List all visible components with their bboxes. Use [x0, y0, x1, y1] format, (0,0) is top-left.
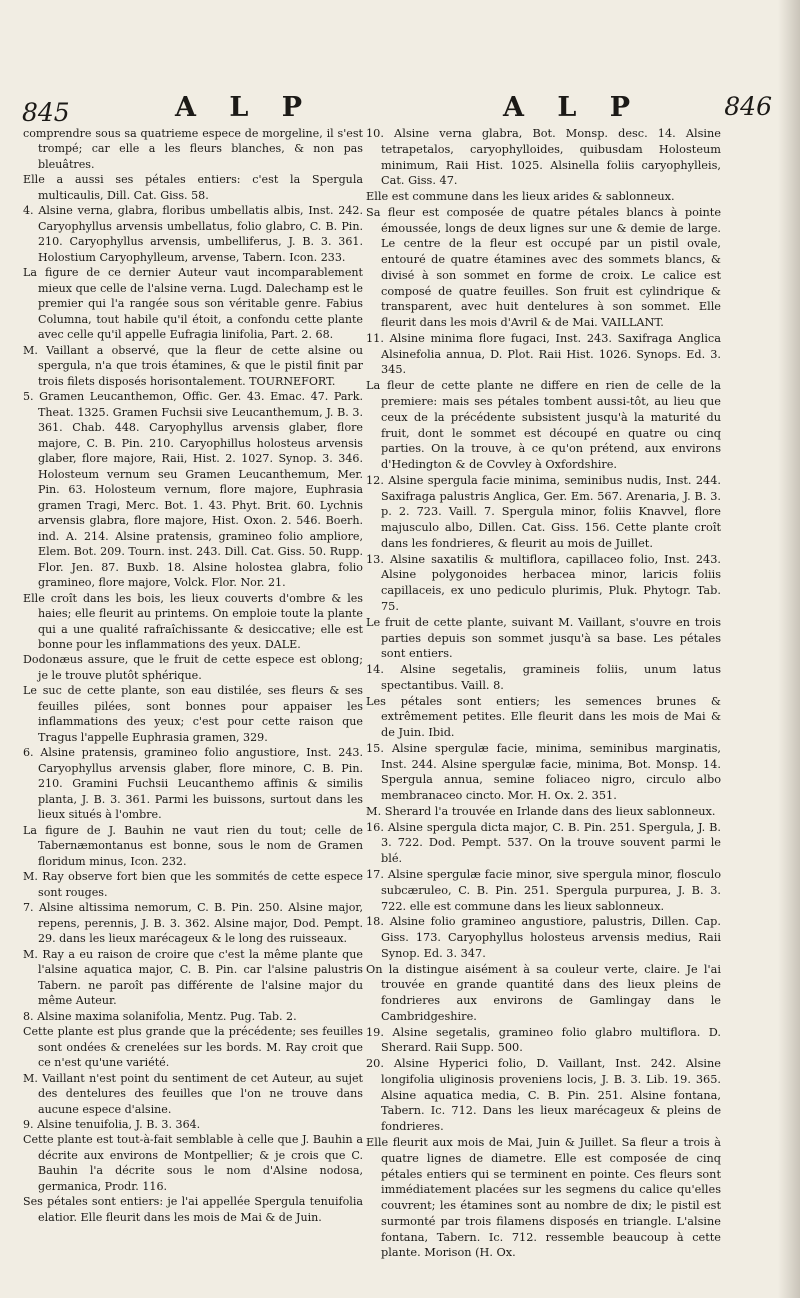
- paragraph: On la distingue aisément à sa couleur verte, claire. Je l'ai trouvée en grande quantité dans des lieux pleins de fondrieres aux environs de Gamlingay dans le Cambridgeshire.: [366, 962, 721, 1023]
- paragraph: Le suc de cette plante, son eau distilée, ses fleurs & ses feuilles pilées, sont bonnes pour appaiser les inflammations des yeux; c'est pour cette raison que Tragus l'appelle Euphrasia gramen, 329.: [23, 684, 363, 744]
- paragraph: 5. Gramen Leucanthemon, Offic. Ger. 43. Emac. 47. Park. Theat. 1325. Gramen Fuchsii sive Leucanthemum, J. B. 3. 361. Chab. 448. Caryophyllus arvensis glaber, flore majore, C. B. Pin. 210. Caryophillus holosteus arvensis glaber, flore majore, Raii, Hist. 2. 1027. Synop. 3. 346. Holosteum vernum seu Gramen Leucanthemum, Mer. Pin. 63. Holosteum vernum, flore majore, Euphrasia gramen Tragi, Merc. Bot. 1. 43. Phyt. Brit. 60. Lychnis arvensis glabra, flore majore, Hist. Oxon. 2. 546. Boerh. ind. A. 214. Alsine pratensis, gramineo folio ampliore, Elem. Bot. 209. Tourn. inst. 243. Dill. Cat. Giss. 50. Rupp. Flor. Jen. 87. Buxb. 18. Alsine holostea glabra, folio gramineo, flore majore, Volck. Flor. Nor. 21.: [23, 390, 363, 590]
- paragraph: La figure de J. Bauhin ne vaut rien du tout; celle de Tabernæmontanus est bonne, sous le nom de Gramen floridum minus, Icon. 232.: [23, 823, 363, 868]
- paragraph: Dodonæus assure, que le fruit de cette espece est oblong; je le trouve plutôt sphérique.: [23, 653, 363, 682]
- paragraph: Ses pétales sont entiers: je l'ai appellée Spergula tenuifolia elatior. Elle fleurit dans les mois de Mai & de Juin.: [23, 1195, 363, 1224]
- paragraph: 14. Alsine segetalis, gramineis foliis, unum latus spectantibus. Vaill. 8.: [366, 663, 721, 692]
- paragraph: Les pétales sont entiers; les semences brunes & extrêmement petites. Elle fleurit dans les mois de Mai & de Juin. Ibid.: [366, 694, 721, 740]
- paragraph: 4. Alsine verna, glabra, floribus umbellatis albis, Inst. 242. Caryophyllus arvensis umbellatus, folio glabro, C. B. Pin. 210. Caryophyllus arvensis, umbelliferus, J. B. 3. 361. Holostium Caryophylleum, arvense, Tabern. Icon. 233.: [23, 204, 363, 264]
- paragraph: Cette plante est tout-à-fait semblable à celle que J. Bauhin a décrite aux environs de Montpellier; & je crois que C. Bauhin l'a décrite sous le nom d'Alsine nodosa, germanica, Prodr. 116.: [23, 1133, 363, 1193]
- paragraph: Elle croît dans les bois, les lieux couverts d'ombre & les haies; elle fleurit au printems. On emploie toute la plante qui a une qualité rafraîchissante & desiccative; elle est bonne pour les inflammations des yeux. DALE.: [23, 591, 363, 651]
- paragraph: 10. Alsine verna glabra, Bot. Monsp. desc. 14. Alsine tetrapetalos, caryophylloides, quibusdam Holosteum minimum, Raii Hist. 1025. Alsinella foliis caryophylleis, Cat. Giss. 47.: [366, 127, 721, 188]
- paragraph: 7. Alsine altissima nemorum, C. B. Pin. 250. Alsine major, repens, perennis, J. B. 3. 362. Alsine major, Dod. Pempt. 29. dans les lieux marécageux & le long des ruisseaux.: [23, 901, 363, 946]
- paragraph: 9. Alsine tenuifolia, J. B. 3. 364.: [23, 1118, 201, 1131]
- paragraph: La fleur de cette plante ne differe en rien de celle de la premiere: mais ses pétales tombent aussi-tôt, au lieu que ceux de la précédente subsistent jusqu'à la maturité du fruit, dont le sommet est découpé en quatre ou cinq parties. On la trouve, à ce qu'on prétend, aux environs d'Hedington & de Covvley à Oxfordshire.: [366, 379, 721, 472]
- page-number-right: 846: [724, 92, 772, 121]
- left-column: [23, 126, 363, 1225]
- paragraph: Le fruit de cette plante, suivant M. Vaillant, s'ouvre en trois parties depuis son sommet jusqu'à sa base. Les pétales sont entiers.: [366, 615, 721, 661]
- paragraph: 15. Alsine spergulæ facie, minima, seminibus marginatis, Inst. 244. Alsine spergulæ facie, minima, Bot. Monsp. 14. Spergula annua, semine foliaceo nigro, circulo albo membranaceo cincto. Mor. H. Ox. 2. 351.: [366, 741, 721, 803]
- paragraph: M. Sherard l'a trouvée en Irlande dans des lieux sablonneux.: [366, 804, 716, 818]
- paragraph: 11. Alsine minima flore fugaci, Inst. 243. Saxifraga Anglica Alsinefolia annua, D. Plot. Raii Hist. 1026. Synops. Ed. 3. 345.: [366, 331, 721, 377]
- paragraph: 8. Alsine maxima solanifolia, Mentz. Pug. Tab. 2.: [23, 1009, 297, 1023]
- paragraph: 20. Alsine Hyperici folio, D. Vaillant, Inst. 242. Alsine longifolia uliginosis proveniens locis, J. B. 3. Lib. 19. 365. Alsine aquatica media, C. B. Pin. 251. Alsine fontana, Tabern. Ic. 712. Dans les lieux marécageux & pleins de fondrieres.: [366, 1057, 721, 1134]
- paragraph: 17. Alsine spergulæ facie minor, sive spergula minor, flosculo subcæruleo, C. B. Pin. 251. Spergula purpurea, J. B. 3. 722. elle est commune dans les lieux sablonneux.: [366, 867, 721, 913]
- paragraph: Elle est commune dans les lieux arides & sablonneux.: [366, 190, 675, 204]
- paragraph: Elle fleurit aux mois de Mai, Juin & Juillet. Sa fleur a trois à quatre lignes de diametre. Elle est composée de cinq pétales entiers qui se terminent en pointe. Ces fleurs sont immédiatement placées sur les segmens du calice qu'elles couvrent; les étamines sont au nombre de dix; le pistil est surmonté par trois filamens disposés en triangle. L'alsine fontana, Tabern. Ic. 712. ressemble beaucoup à cette plante. Morison (H. Ox.: [366, 1136, 721, 1260]
- paragraph: M. Vaillant a observé, que la fleur de cette alsine ou spergula, n'a que trois étamines, & que le pistil finit par trois filets disposés horisontalement. TOURNEFORT.: [23, 343, 363, 388]
- paragraph: Cette plante est plus grande que la précédente; ses feuilles sont ondées & crenelées sur les bords. M. Ray croit que ce n'est qu'une variété.: [23, 1025, 363, 1070]
- paragraph: comprendre sous sa quatrieme espece de morgeline, il s'est trompé; car elle a les fleurs blanches, & non pas bleuâtres.: [23, 127, 363, 171]
- paragraph: Elle a aussi ses pétales entiers: c'est la Spergula multicaulis, Dill. Cat. Giss. 58.: [23, 173, 363, 202]
- page-edge-shadow: [778, 0, 800, 1298]
- paragraph: M. Ray a eu raison de croire que c'est la même plante que l'alsine aquatica major, C. B. Pin. car l'alsine palustris Tabern. ne paroît pas différente de l'alsine major du même Auteur.: [23, 947, 363, 1008]
- paragraph: Sa fleur est composée de quatre pétales blancs à pointe émoussée, longs de deux lignes sur une & demie de large. Le centre de la fleur est occupé par un pistil ovale, entouré de quatre étamines avec des sommets blancs, & divisé à son sommet en forme de croix. Le calice est composé de quatre feuilles. Son fruit est cylindrique & transparent, avec huit dentelures à son sommet. Elle fleurit dans les mois d'Avril & de Mai. VAILLANT.: [366, 205, 721, 330]
- running-title-left: A L P: [175, 92, 315, 123]
- paragraph: La figure de ce dernier Auteur vaut incomparablement mieux que celle de l'alsine verna. Lugd. Dalechamp est le premier qui l'a rangée sous son véritable genre. Fabius Columna, tout habile qu'il étoit, a confondu cette plante avec celle qu'il appelle Eufragia linifolia, Part. 2. 68.: [23, 266, 363, 342]
- running-title-right: A L P: [503, 92, 643, 123]
- paragraph: 19. Alsine segetalis, gramineo folio glabro multiflora. D. Sherard. Raii Supp. 500.: [366, 1025, 721, 1055]
- paragraph: 13. Alsine saxatilis & multiflora, capillaceo folio, Inst. 243. Alsine polygonoides herbacea minor, laricis foliis capillaceis, ex uno pediculo plurimis, Pluk. Phytogr. Tab. 75.: [366, 552, 721, 613]
- paragraph: 6. Alsine pratensis, gramineo folio angustiore, Inst. 243. Caryophyllus arvensis glaber, flore minore, C. B. Pin. 210. Gramini Fuchsii Leucanthemo affinis & similis planta, J. B. 3. 361. Parmi les buissons, surtout dans les lieux situés à l'ombre.: [23, 746, 363, 822]
- paragraph: 16. Alsine spergula dicta major, C. B. Pin. 251. Spergula, J. B. 3. 722. Dod. Pempt. 537. On la trouve souvent parmi le blé.: [366, 820, 721, 866]
- paragraph: 12. Alsine spergula facie minima, seminibus nudis, Inst. 244. Saxifraga palustris Anglica, Ger. Em. 567. Arenaria, J. B. 3. p. 2. 723. Vaill. 7. Spergula minor, foliis Knavvel, flore majusculo albo, Dillen. Cat. Giss. 156. Cette plante croît dans les fondrieres, & fleurit au mois de Juillet.: [366, 473, 721, 550]
- right-column: [366, 126, 721, 1261]
- paragraph: 18. Alsine folio gramineo angustiore, palustris, Dillen. Cap. Giss. 173. Caryophyllus holosteus arvensis medius, Raii Synop. Ed. 3. 347.: [366, 915, 721, 960]
- paragraph: M. Vaillant n'est point du sentiment de cet Auteur, au sujet des dentelures des feuilles que l'on ne trouve dans aucune espece d'alsine.: [23, 1071, 363, 1116]
- page-number-left: 845: [22, 98, 70, 127]
- paragraph: M. Ray observe fort bien que les sommités de cette espece sont rouges.: [23, 870, 363, 899]
